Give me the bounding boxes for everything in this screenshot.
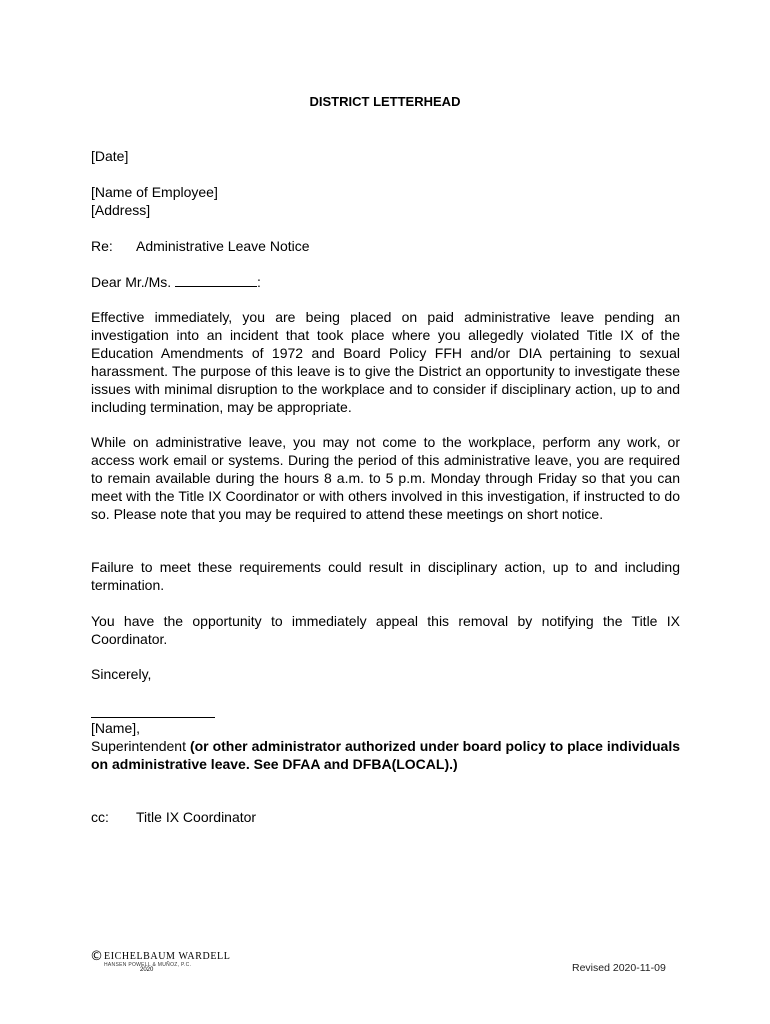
- signer-title: Superintendent: [91, 738, 190, 754]
- paragraph-appeal: You have the opportunity to immediately appeal this removal by notifying the Title IX Coordinator.: [91, 613, 680, 647]
- signer-block: [91, 737, 680, 773]
- firm-logo: [90, 949, 231, 976]
- copyright-icon: ©: [90, 949, 103, 964]
- paragraph-while-on-leave: While on administrative leave, you may not come to the workplace, perform any work, or access work email or systems. During the period of this administrative leave, you are required to remain available during the hours 8 a.m. to 5 p.m. Monday through Friday so that you can meet with the Title IX Coordinator or with others involved in this investigation, if instructed to do so. Please note that you may be required to attend these meetings on short notice.: [91, 434, 680, 522]
- re-subject: Administrative Leave Notice: [136, 238, 310, 254]
- logo-firm-name: EICHELBAUM WARDELL: [104, 951, 231, 962]
- paragraph-failure-to-meet: Failure to meet these requirements could result in disciplinary action, up to and including termination.: [91, 559, 680, 593]
- closing: Sincerely,: [91, 666, 152, 682]
- employee-name-placeholder: [Name of Employee]: [91, 184, 218, 200]
- signer-note: (or other administrator authorized under board policy to place individuals on administrative leave. See DFAA and DFBA(LOCAL).): [91, 738, 680, 772]
- cc-label: cc:: [91, 809, 109, 825]
- revised-date: Revised 2020-11-09: [572, 962, 666, 974]
- logo-year: 2020: [140, 967, 154, 973]
- salutation: [91, 272, 261, 291]
- signature-line: [91, 717, 215, 718]
- letterhead-title: DISTRICT LETTERHEAD: [309, 94, 461, 109]
- signer-name: [Name],: [91, 720, 141, 736]
- address-placeholder: [Address]: [91, 202, 151, 218]
- cc-value: Title IX Coordinator: [136, 809, 257, 825]
- date-placeholder: [Date]: [91, 148, 129, 164]
- logo-firm-subline: HANSEN POWELL & MUÑOZ, P.C.: [104, 962, 192, 968]
- salutation-prefix: Dear Mr./Ms.: [91, 274, 172, 290]
- name-blank-line: [175, 272, 257, 287]
- salutation-colon: :: [257, 274, 261, 290]
- paragraph-effective-immediately: Effective immediately, you are being placed on paid administrative leave pending an investigation into an incident that took place where you allegedly violated Title IX of the Education Amendments of 1972 and Board Policy FFH and/or DIA pertaining to sexual harassment. The purpose of this leave is to give the District an opportunity to investigate these issues with minimal disruption to the workplace and to consider if disciplinary action, up to and including termination, may be appropriate.: [91, 309, 680, 415]
- re-label: Re:: [91, 238, 113, 254]
